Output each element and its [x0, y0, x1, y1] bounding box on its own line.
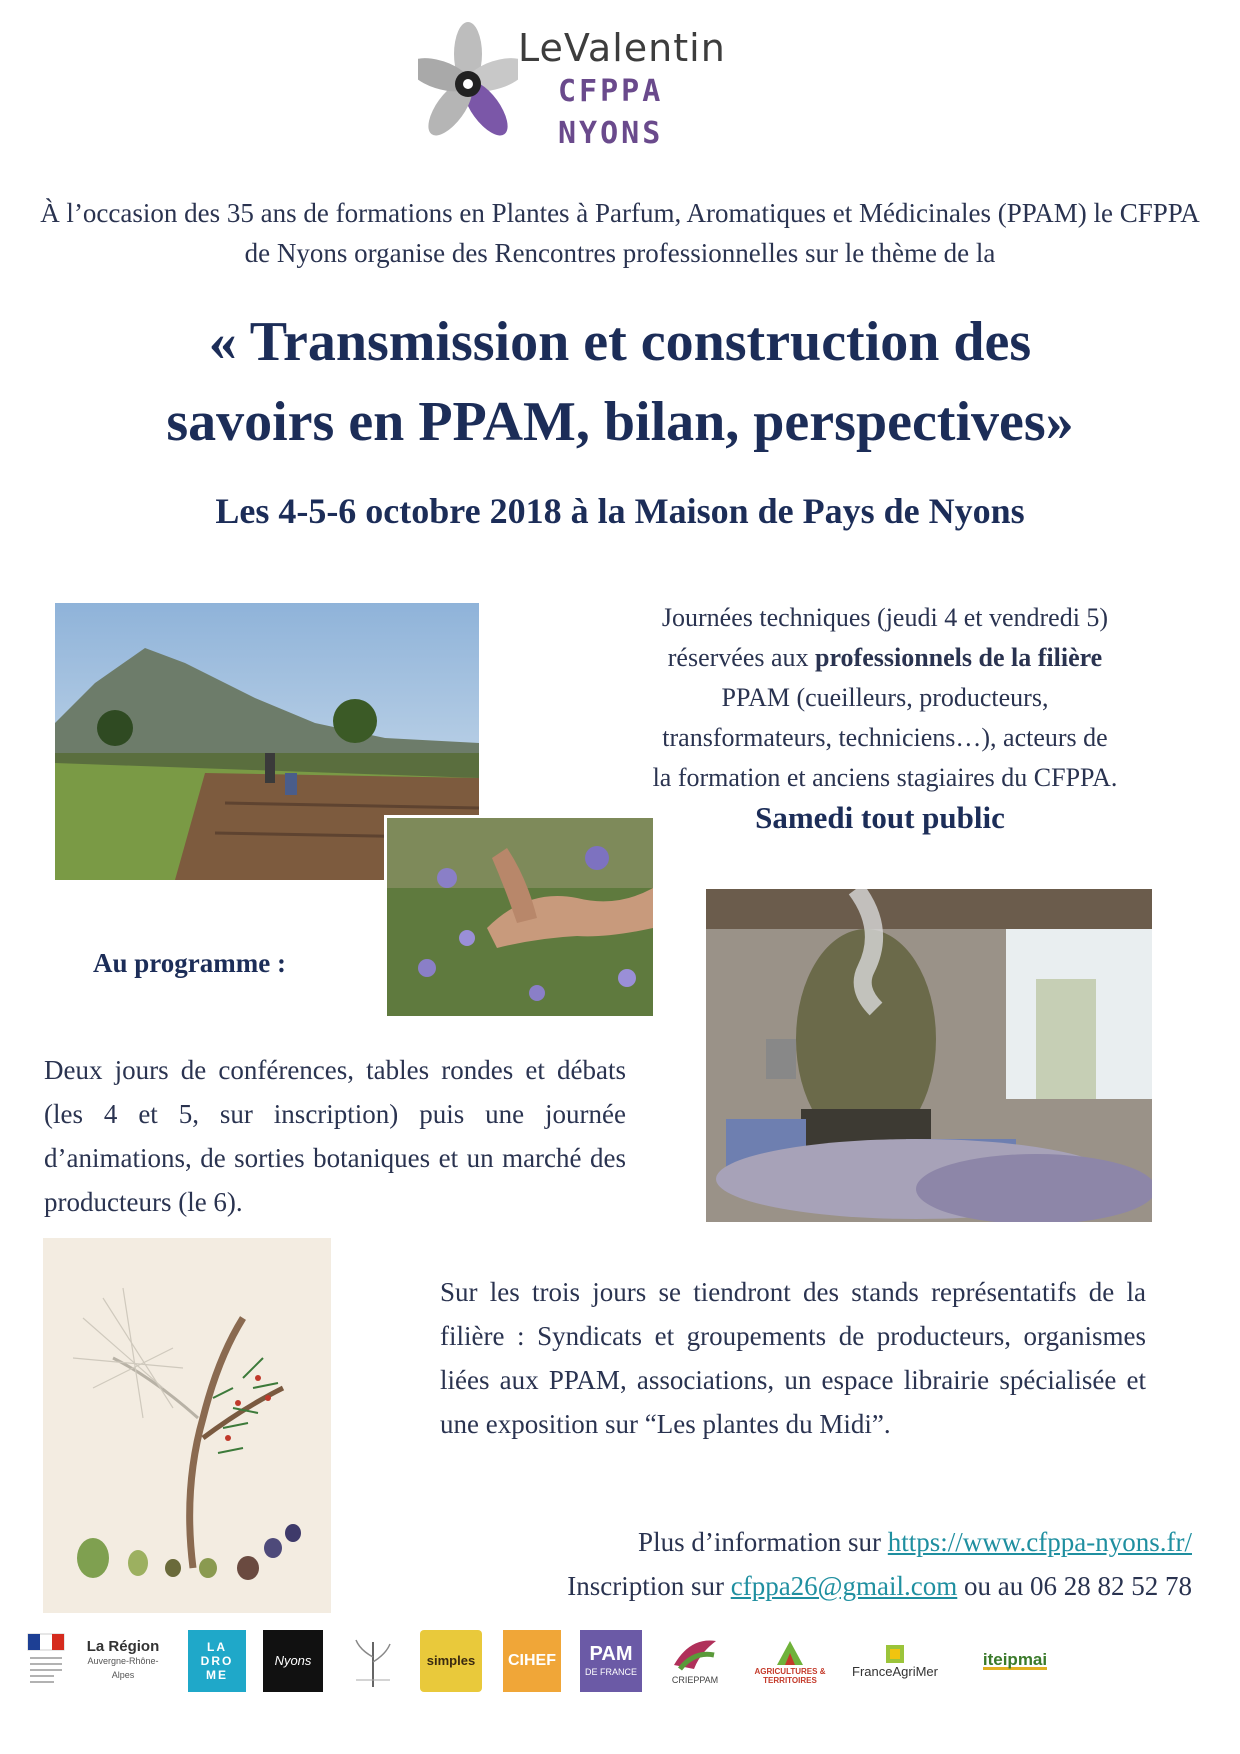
technical-days-line-3: PPAM (cueilleurs, producteurs,: [721, 683, 1049, 712]
cfppa-logo: [418, 22, 738, 162]
technical-days-line-2: [560, 638, 1210, 678]
agriculture-text: AGRICULTURES & TERRITOIRES: [754, 1667, 826, 1685]
cihef-logo: [503, 1630, 561, 1692]
franceagrimer-logo: [845, 1630, 945, 1692]
pam-subtitle: DE FRANCE: [584, 1667, 637, 1677]
region-logo: [78, 1630, 168, 1692]
technical-days-line-5: la formation et anciens stagiaires du CFPPA.: [652, 763, 1118, 792]
crieppam-icon: [670, 1635, 720, 1673]
technical-days-line-4: transformateurs, techniciens…), acteurs de: [662, 723, 1108, 752]
flower-icon: [418, 22, 518, 147]
technical-days-paragraph: [560, 598, 1210, 798]
website-link[interactable]: https://www.cfppa-nyons.fr/: [887, 1527, 1192, 1557]
registration-prefix: Inscription sur: [567, 1571, 731, 1601]
saturday-public-heading: Samedi tout public: [755, 800, 1005, 835]
programme-description: Deux jours de conférences, tables rondes et débats (les 4 et 5, sur inscription) puis une journée d’animations, de sorties botaniques et un marché des producteurs (le 6).: [44, 1055, 626, 1217]
technical-days-highlight: professionnels de la filière: [815, 643, 1103, 672]
event-title: [20, 302, 1220, 462]
botanical-illustration: [43, 1238, 331, 1613]
crieppam-text: CRIEPPAM: [671, 1675, 719, 1685]
programme-heading: Au programme :: [93, 948, 286, 978]
phone-text: ou au 06 28 82 52 78: [957, 1571, 1192, 1601]
partner-logos: [10, 1630, 1230, 1710]
event-dates: Les 4-5-6 octobre 2018 à la Maison de Pays de Nyons: [215, 491, 1025, 531]
logo-subtitle-cfppa: CFPPA: [558, 74, 664, 109]
iteipmai-text: iteipmai: [982, 1649, 1048, 1669]
intro-paragraph: À l’occasion des 35 ans de formations en Plantes à Parfum, Aromatiques et Médicinales (PPAM) le CFPPA de Nyons organise des Rencontres professionnelles sur le thème de la: [40, 198, 1200, 268]
pam-text: PAM: [589, 1643, 633, 1665]
nyons-text: Nyons: [274, 1653, 312, 1668]
iteipmai-logo: [960, 1630, 1070, 1692]
logo-title: LeValentin: [518, 26, 726, 70]
technical-days-line-2a: réservées aux: [667, 643, 816, 672]
website-line: [412, 1520, 1192, 1564]
nyons-logo: [263, 1630, 323, 1692]
website-prefix: Plus d’information sur: [638, 1527, 888, 1557]
distillery-photo: [706, 889, 1152, 1222]
region-subtitle: Auvergne-Rhône-Alpes: [87, 1656, 159, 1680]
region-name: La Région: [86, 1638, 160, 1655]
stands-description: Sur les trois jours se tiendront des stands représentatifs de la filière : Syndicats et groupements de producteurs, organismes liées aux PPAM, associations, un espace librairie spécialisée et une exposition sur “Les plantes du Midi”.: [440, 1277, 1146, 1439]
plant-sketch-logo: [343, 1630, 403, 1692]
simples-text: simples: [426, 1653, 476, 1668]
franceagrimer-icon: [884, 1643, 906, 1665]
drome-text: LA DRO ME: [200, 1640, 234, 1682]
crieppam-logo: [660, 1630, 730, 1692]
event-title-line-2: savoirs en PPAM, bilan, perspectives»: [166, 391, 1074, 453]
marianne-icon: [24, 1632, 68, 1690]
technical-days-line-1: Journées techniques (jeudi 4 et vendredi 5): [661, 603, 1109, 632]
plant-icon: [348, 1632, 398, 1690]
simples-logo: [420, 1630, 482, 1692]
chambre-agriculture-logo: [745, 1630, 835, 1692]
franceagrimer-text: FranceAgriMer: [852, 1664, 938, 1679]
event-title-line-1: « Transmission et construction des: [208, 311, 1032, 373]
hands-flowers-photo: [384, 815, 656, 1019]
ministry-logo: [20, 1630, 72, 1692]
email-link[interactable]: cfppa26@gmail.com: [730, 1571, 958, 1601]
drome-logo: [188, 1630, 246, 1692]
agriculture-icon: [773, 1637, 807, 1667]
pam-france-logo: [580, 1630, 642, 1692]
contact-info: [412, 1520, 1192, 1608]
registration-line: [412, 1564, 1192, 1608]
cihef-text: CIHEF: [508, 1652, 556, 1669]
logo-subtitle-nyons: NYONS: [558, 116, 664, 151]
